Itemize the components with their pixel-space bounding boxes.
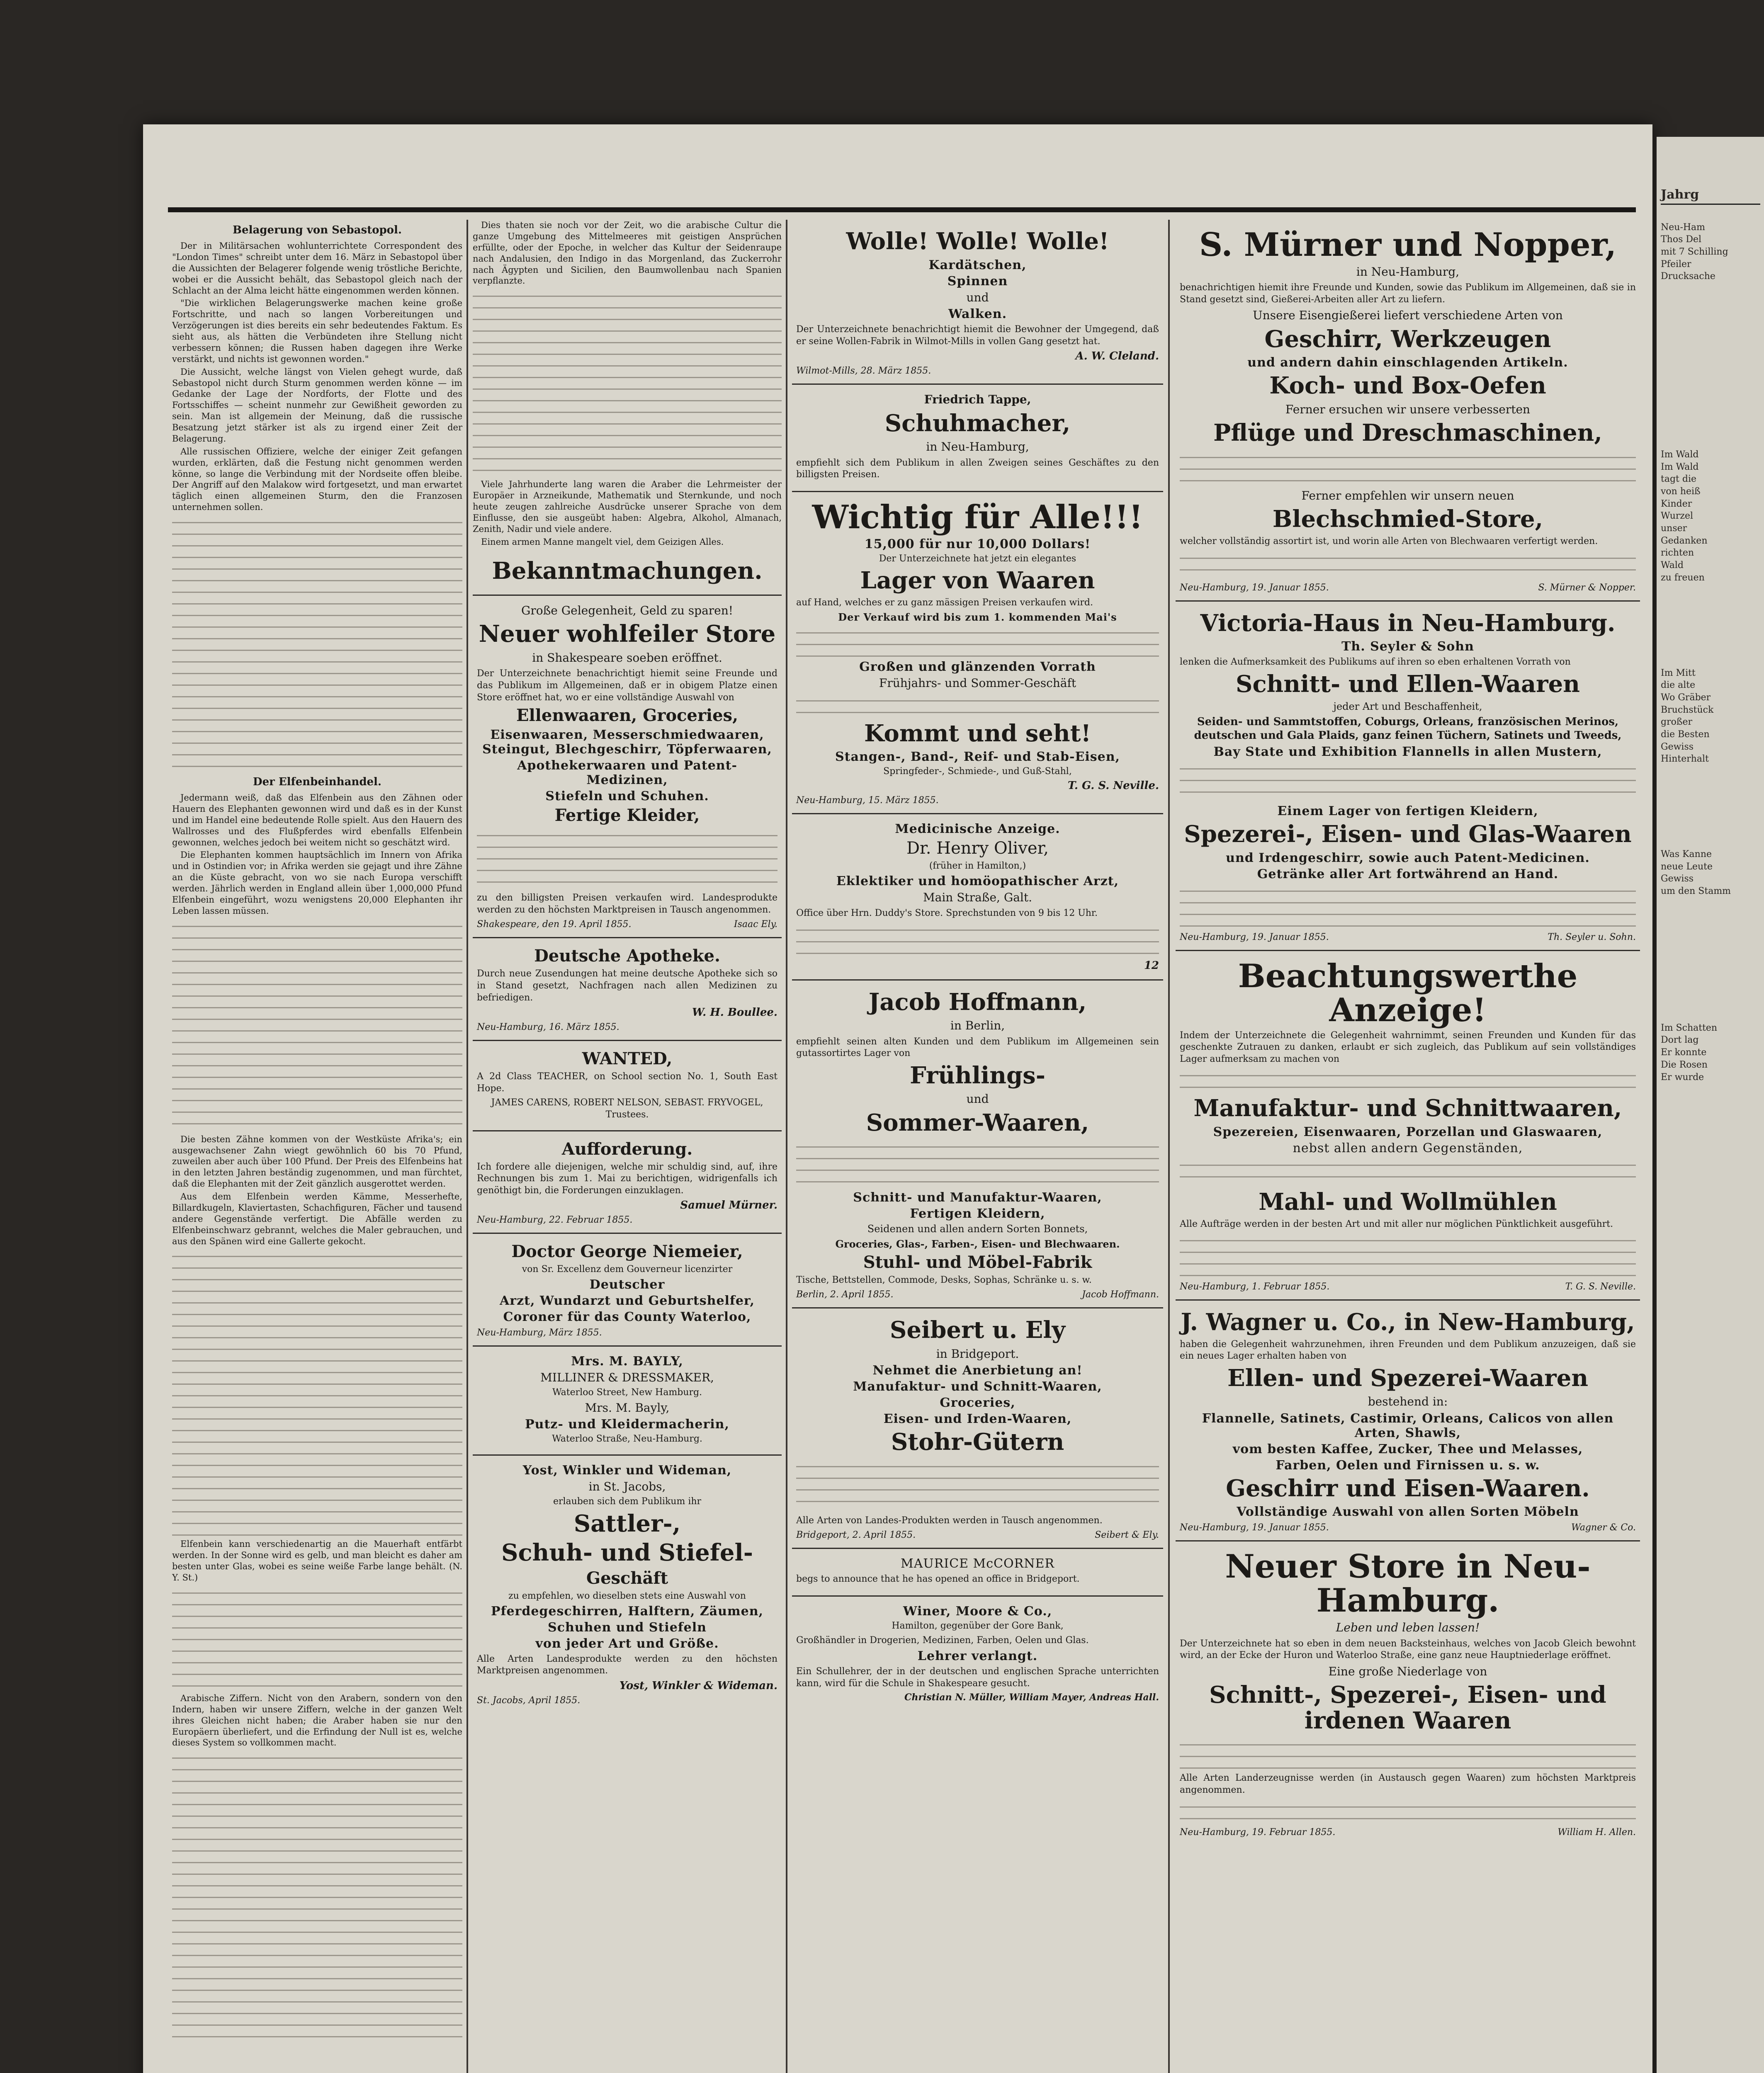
ad-goods: von jeder Art und Größe. (535, 1636, 719, 1651)
ad-title: Aufforderung. (561, 1139, 693, 1159)
strip-line: neue Leute (1661, 861, 1713, 872)
ad-line: Großen und glänzenden Vorrath (859, 660, 1096, 675)
ad-goods: Springfeder-, Schmiede-, und Guß-Stahl, (883, 766, 1072, 777)
text-block-lines (796, 1459, 1159, 1512)
ad-body: Indem der Unterzeichnete die Gelegenheit wahrnimmt, seinen Freunden und Kunden für das geschenkte Zutrauen zu danken, erlaubt er sich zugleich, das Publikum auf sein vollständiges Lager aufmerksam zu machen von (1180, 1030, 1636, 1064)
ad-yost-winkler (473, 1456, 782, 1713)
article-paragraph: Viele Jahrhunderte lang waren die Araber die Lehrmeister der Europäer in Arzneikunde, Mathematik und Sternkunde, und noch heute zeugen zahlreiche Ausdrücke unserer Sprache von dem Einflusse, den sie ausgeübt haben: Algebra, Alkohol, Almanach, Zenith, Nadir und viele andere. (473, 479, 782, 534)
ad-big-line: Sattler-, (573, 1510, 681, 1537)
ad-place: in Neu-Hamburg, (926, 440, 1029, 454)
article-continued (473, 220, 782, 548)
ad-mccorner (792, 1549, 1163, 1597)
ad-dateline (1180, 932, 1636, 942)
section-header-box (473, 549, 782, 596)
ad-big-line: Geschäft (586, 1568, 668, 1588)
text-block-lines (172, 1585, 462, 1693)
adjacent-page-text (1661, 137, 1760, 1083)
ad-body: Großhändler in Drogerien, Medizinen, Farben, Oelen und Glas. (796, 1635, 1089, 1646)
ad-signer: W. H. Boullee. (692, 1006, 778, 1019)
ad-dateline (1180, 1282, 1636, 1292)
ad-goods: Ellenwaaren, Groceries, (516, 706, 739, 726)
ad-date: Neu-Hamburg, 19. Februar 1855. (1180, 1827, 1336, 1838)
ad-subtitle: Große Gelegenheit, Geld zu sparen! (521, 604, 733, 618)
ad-subtitle: in Shakespeare soeben eröffnet. (532, 651, 722, 665)
ad-big-line: Pflüge und Dreschmaschinen, (1213, 419, 1602, 447)
ad-line: und andern dahin einschlagenden Artikeln. (1247, 355, 1568, 370)
ad-line: Fertigen Kleidern, (910, 1206, 1045, 1221)
ad-line: und Irdengeschirr, sowie auch Patent-Medicinen. (1226, 850, 1590, 865)
text-block-lines (796, 625, 1159, 658)
ad-big-line: Schnitt- und Ellen-Waaren (1236, 670, 1580, 698)
ad-body: empfiehlt seinen alten Kunden und dem Publikum im Allgemeinen sein gutassortirtes Lager von (796, 1036, 1159, 1059)
ad-title: Winer, Moore & Co., (903, 1604, 1052, 1619)
ad-dateline (796, 1289, 1159, 1300)
strip-line: Gewiss (1661, 741, 1694, 752)
ad-line: und (966, 290, 989, 304)
ad-body: Durch neue Zusendungen hat meine deutsche Apotheke sich so in Stand gesetzt, Nachfragen nach allen Medizinen zu befriedigen. (477, 969, 778, 1003)
ad-line: Schnitt- und Manufaktur-Waaren, (853, 1190, 1102, 1205)
ad-goods: Stiefeln und Schuhen. (545, 789, 709, 804)
ad-big-line: Ellen- und Spezerei-Waaren (1227, 1364, 1589, 1392)
ad-goods: Manufaktur- und Schnitt-Waaren, (853, 1379, 1102, 1394)
text-block-lines (796, 693, 1159, 718)
strip-line: Dort lag (1661, 1035, 1699, 1046)
text-block-lines (1180, 1157, 1636, 1186)
ad-goods: Spezereien, Eisenwaaren, Porzellan und Glaswaaren, (1213, 1124, 1603, 1139)
ad-address: Waterloo Street, New Hamburg. (552, 1387, 702, 1398)
ad-date: Shakespeare, den 19. April 1855. (477, 919, 632, 930)
ad-tappe-schuhmacher (792, 385, 1163, 492)
article-paragraph: Die besten Zähne kommen von der Westküste Afrika's; ein ausgewachsener Zahn wiegt gewöhnlich 60 bis 70 Pfund, zuweilen aber auch über 100 Pfund. Der Preis des Elfenbeins hat in den letzten Jahren beständig zugenommen, und man fürchtet, daß die Elephanten mit der Zeit gänzlich ausgerottet werden. (172, 1134, 462, 1189)
ad-body: Alle Arten Landesprodukte werden zu den höchsten Marktpreisen angenommen. (477, 1653, 778, 1676)
ad-date: Wilmot-Mills, 28. März 1855. (796, 366, 931, 376)
ad-date: Neu-Hamburg, 19. Januar 1855. (1180, 582, 1329, 593)
ad-goods: Bay State und Exhibition Flannells in allen Mustern, (1213, 745, 1602, 760)
article-paragraph: Jedermann weiß, daß das Elfenbein aus den Zähnen oder Hauern des Elephanten gewonnen wird und daß es in der Kunst und im Handel eine bedeutende Rolle spielt. Aus den Hauern des Wallrosses und des Flußpferdes wird ebenfalls Elfenbein gewonnen, welches jedoch bei weitem nicht so geschätzt wird. (172, 793, 462, 847)
ad-dateline (477, 1695, 778, 1706)
ad-line: und (966, 1092, 989, 1106)
ad-date: Neu-Hamburg, 16. März 1855. (477, 1022, 620, 1033)
ad-goods: Farben, Oelen und Firnissen u. s. w. (1276, 1458, 1540, 1473)
strip-line: Im Wald (1661, 449, 1699, 460)
ad-aufforderung (473, 1131, 782, 1234)
column-ads-right (1176, 220, 1640, 2073)
ad-big-line: Geschirr und Eisen-Waaren. (1226, 1474, 1590, 1502)
ad-body: Office über Hrn. Duddy's Store. Sprechstunden von 9 bis 12 Uhr. (796, 908, 1098, 918)
ad-big-line: Geschirr, Werkzeugen (1264, 325, 1551, 353)
ad-big-line: Sommer-Waaren, (866, 1109, 1089, 1136)
ad-big-line: Stuhl- und Möbel-Fabrik (863, 1252, 1092, 1272)
strip-line: Im Wald (1661, 461, 1699, 472)
ad-big-line: Stohr-Gütern (891, 1428, 1064, 1456)
strip-line: Die Rosen (1661, 1059, 1708, 1070)
ad-goods: Apothekerwaaren und Patent-Medizinen, (517, 758, 737, 788)
ad-goods: Pferdegeschirren, Halftern, Zäumen, (491, 1604, 764, 1619)
strip-line: mit 7 Schilling (1661, 246, 1728, 257)
ad-date: Neu-Hamburg, 22. Februar 1855. (477, 1215, 633, 1226)
ad-body: Alle Arten von Landes-Produkten werden in Tausch angenommen. (796, 1515, 1103, 1526)
ad-goods: Stangen-, Band-, Reif- und Stab-Eisen, (835, 750, 1120, 765)
ad-big-line: Blechschmied-Store, (1272, 505, 1543, 533)
ad-line: Frühjahrs- und Sommer-Geschäft (879, 676, 1076, 690)
ad-signer: A. W. Cleland. (1075, 350, 1159, 363)
ad-winer-moore (792, 1597, 1163, 1710)
ad-date: Bridgeport, 2. April 1855. (796, 1530, 916, 1541)
ad-goods: Groceries, Glas-, Farben-, Eisen- und Blechwaaren. (835, 1238, 1120, 1250)
ad-number: 12 (1144, 959, 1159, 972)
strip-line: unser (1661, 523, 1687, 534)
ad-names (477, 1097, 778, 1121)
strip-line: Kinder (1661, 498, 1692, 509)
strip-line: Er konnte (1661, 1047, 1707, 1058)
strip-line: Wurzel (1661, 511, 1694, 522)
ad-seibert-ely (792, 1308, 1163, 1549)
ad-neuer-store-neu-hamburg (1176, 1541, 1640, 1845)
strip-line: Wo Gräber (1661, 692, 1711, 703)
ad-body: zu den billigsten Preisen verkaufen wird. Landesprodukte werden zu den höchsten Marktpreisen in Tausch angenommen. (477, 893, 778, 915)
strip-line: Er wurde (1661, 1072, 1704, 1083)
strip-line: Bruchstück (1661, 704, 1714, 715)
ad-goods: Einem Lager von fertigen Kleidern, (1277, 804, 1538, 819)
ad-big-line: Lager von Waaren (860, 567, 1095, 595)
ad-goods: Schuhen und Stiefeln (548, 1620, 707, 1635)
strip-line: um den Stamm (1661, 886, 1731, 897)
ad-wichtig-fuer-alle (792, 492, 1163, 814)
section-header: Bekanntmachungen. (492, 557, 763, 585)
ad-date: Neu-Hamburg, 1. Februar 1855. (1180, 1282, 1330, 1292)
ad-title: Neuer Store in Neu-Hamburg. (1225, 1548, 1591, 1620)
ad-big-line: Mahl- und Wollmühlen (1259, 1188, 1557, 1216)
ad-signer: William H. Allen. (1557, 1827, 1636, 1838)
ad-name: Friedrich Tappe, (924, 393, 1031, 407)
footnote: Einem armen Manne mangelt viel, dem Geizigen Alles. (481, 536, 724, 547)
strip-line: die Besten (1661, 729, 1710, 740)
ad-line: Spinnen (947, 274, 1008, 289)
text-block-lines (1180, 449, 1636, 487)
ad-line: Ferner ersuchen wir unsere verbesserten (1285, 403, 1531, 417)
adjacent-page-header: Jahrg (1661, 187, 1760, 205)
strip-line: Im Schatten (1661, 1022, 1718, 1033)
ad-body: empfiehlt sich dem Publikum in allen Zweigen seines Geschäftes zu den billigsten Preisen. (796, 457, 1159, 480)
ad-role: Trustees. (605, 1109, 649, 1120)
ad-goods: Eisenwaaren, Messerschmiedwaaren, Steingut, Blechgeschirr, Töpferwaaren, (482, 728, 772, 757)
ad-wolle (792, 220, 1163, 385)
ad-dr-oliver (792, 814, 1163, 981)
top-rule (168, 207, 1636, 212)
ad-dateline (796, 795, 1159, 806)
column-divider (467, 220, 468, 2073)
ad-goods: Flannelle, Satinets, Castimir, Orleans, Calicos von allen Arten, Shawls, (1202, 1411, 1614, 1440)
ad-body: Der Unterzeichnete benachrichtigt hiemit seine Freunde und das Publikum im Allgemeinen, daß er in obigem Platze einen Store eröffnet hat, wo er eine vollständige Auswahl von (477, 668, 778, 703)
ad-neuer-store-shakespeare (473, 596, 782, 938)
ad-wagner (1176, 1301, 1640, 1541)
ad-line: Eklektiker und homöopathischer Arzt, (836, 874, 1119, 888)
ad-body: erlauben sich dem Publikum ihr (553, 1496, 702, 1507)
strip-line: von heiß (1661, 486, 1701, 497)
article-paragraph: "Die wirklichen Belagerungswerke machen keine große Fortschritte, und nach so langen Vorbereitungen und Verzögerungen ist dies bereits ein sehr bedeutendes Faktum. Es sieht aus, als hätten die Verbündeten ihre Stellung nicht verbessern können; die Russen haben dagegen ihre Werke verstärkt, und nichts ist gewonnen worden." (172, 298, 462, 364)
ad-subtitle: Nehmet die Anerbietung an! (872, 1363, 1083, 1378)
ad-signer: Christian N. Müller, William Mayer, Andreas Hall. (904, 1692, 1159, 1703)
strip-line: tagt die (1661, 474, 1697, 485)
ad-line: Putz- und Kleidermacherin, (525, 1417, 729, 1432)
ad-line: Coroner für das County Waterloo, (503, 1309, 751, 1324)
ad-title: S. Mürner und Nopper, (1199, 226, 1617, 264)
ad-big-line: Frühlings- (910, 1061, 1045, 1089)
ad-wanted-teacher (473, 1041, 782, 1131)
text-block-lines (172, 918, 462, 1134)
ad-subtitle: (früher in Hamilton,) (929, 860, 1026, 871)
ad-big-line: Schnitt-, Spezerei-, Eisen- und irdenen Waaren (1209, 1681, 1606, 1734)
ad-title: Yost, Winkler und Wideman, (522, 1463, 732, 1478)
ad-deutsche-apotheke (473, 938, 782, 1041)
ad-title: Wichtig für Alle!!! (812, 498, 1143, 536)
ad-line: Kardätschen, (928, 257, 1027, 272)
ad-goods: vom besten Kaffee, Zucker, Thee und Melasses, (1232, 1442, 1583, 1456)
ad-date: Neu-Hamburg, 19. Januar 1855. (1180, 932, 1329, 942)
strip-line: richten (1661, 548, 1694, 558)
ad-title: Victoria-Haus in Neu-Hamburg. (1200, 609, 1616, 637)
ad-trustees: JAMES CARENS, ROBERT NELSON, SEBAST. FRYVOGEL, (491, 1097, 763, 1108)
ad-dateline (1180, 583, 1636, 593)
ad-body: Alle Aufträge werden in der besten Art und mit aller nur möglichen Pünktlichkeit ausgeführt. (1180, 1219, 1613, 1229)
ad-signer: Wagner & Co. (1571, 1522, 1636, 1533)
ad-line: Der Unterzeichnete hat jetzt ein elegantes (879, 553, 1076, 564)
ad-place: in Bridgeport. (936, 1347, 1019, 1361)
text-block-lines (477, 828, 778, 890)
ad-title: Seibert u. Ely (889, 1316, 1066, 1344)
ad-line: Unsere Eisengießerei liefert verschiedene Arten von (1253, 308, 1563, 323)
ad-signer: Th. Seyler u. Sohn. (1548, 932, 1636, 942)
ad-title: MAURICE McCORNER (901, 1556, 1055, 1571)
ad-line: Vollständige Auswahl von allen Sorten Möbeln (1237, 1505, 1579, 1520)
ad-muerner-nopper (1176, 220, 1640, 602)
text-block-lines (172, 1248, 462, 1539)
ad-dateline (1180, 1827, 1636, 1838)
ad-big-line: Schuh- und Stiefel- (501, 1539, 753, 1566)
ad-date: St. Jacobs, April 1855. (477, 1695, 581, 1706)
ad-address: Waterloo Straße, Neu-Hamburg. (552, 1434, 702, 1444)
text-block-lines (1180, 761, 1636, 802)
ad-line: Mrs. M. Bayly, (585, 1401, 670, 1415)
ad-title: Wolle! Wolle! Wolle! (846, 228, 1109, 255)
ad-body: lenken die Aufmerksamkeit des Publikums auf ihren so eben erhaltenen Vorrath von (1180, 657, 1571, 668)
ad-date: Neu-Hamburg, 19. Januar 1855. (1180, 1522, 1329, 1533)
ad-place: in St. Jacobs, (588, 1479, 666, 1493)
ad-signer: T. G. S. Neville. (1067, 779, 1159, 792)
ad-dateline (796, 1530, 1159, 1540)
ad-dateline (477, 1215, 778, 1225)
ad-body: Ich fordere alle diejenigen, welche mir schuldig sind, auf, ihre Rechnungen bis zum 1. Mai zu berichtigen, widrigenfalls ich genöthigt bin, die Forderungen einzuklagen. (477, 1161, 778, 1196)
ad-big-line: Spezerei-, Eisen- und Glas-Waaren (1184, 820, 1632, 848)
ad-big-line: Kommt und seht! (864, 719, 1091, 747)
text-block-lines (1180, 1068, 1636, 1092)
article-title-elfenbein: Der Elfenbeinhandel. (253, 776, 381, 788)
ad-body: welcher vollständig assortirt ist, und worin alle Arten von Blechwaaren verfertigt werden. (1180, 536, 1598, 547)
text-block-lines (1180, 883, 1636, 929)
article-paragraph: Alle russischen Offiziere, welche der einiger Zeit gefangen wurden, erklärten, daß die Festung nicht genommen werden könne, so lange die Verbindung mit der Nordseite offen bleibe. Der Angriff auf den Malakow wird fortgesetzt, und man erwartet täglich einen allgemeinen Sturm, den die Franzosen unternehmen sollen. (172, 446, 462, 512)
article-paragraph: Der in Militärsachen wohlunterrichtete Correspondent des "London Times" schreibt unter dem 16. März in Sebastopol über die Aussichten der Belagerer folgende wenig tröstliche Berichte, wobei er die Aussicht behält, das Sebastopol gleich nach der Schlacht an der Alma leicht hätte eingenommen werden können. (172, 241, 462, 296)
ad-title: WANTED, (582, 1049, 673, 1069)
ad-body: Der Unterzeichnete benachrichtigt hiemit die Bewohner der Umgegend, daß er seine Wollen-Fabrik in Wilmot-Mills in vollen Gang gesetzt hat. (796, 324, 1159, 347)
ad-place: Main Straße, Galt. (923, 890, 1032, 904)
ad-line: zu empfehlen, wo dieselben stets eine Auswahl von (508, 1591, 746, 1602)
ad-line: Getränke aller Art fortwährend an Hand. (1257, 867, 1559, 881)
ad-goods: Fertige Kleider, (554, 806, 700, 825)
ad-line: Ferner empfehlen wir unsern neuen (1301, 489, 1514, 503)
ad-body: Tische, Bettstellen, Commode, Desks, Sophas, Schränke u. s. w. (796, 1274, 1092, 1285)
ad-dateline (477, 919, 778, 930)
ad-date: Neu-Hamburg, 15. März 1855. (796, 795, 939, 806)
ad-subtitle: MILLINER & DRESSMAKER, (540, 1370, 714, 1384)
text-block-lines (1180, 1233, 1636, 1278)
article-paragraph: Die Elephanten kommen hauptsächlich im Innern von Afrika und in Ostindien vor; in Afrika werden sie gejagt und ihre Zähne an die Küste gebracht, von wo sie nach Europa verschifft werden. Jährlich werden in England allein über 1,000,000 Pfund Elfenbein eingeführt, wozu wenigstens 20,000 Elephanten ihr Leben lassen müssen. (172, 850, 462, 916)
text-block-lines (796, 1139, 1159, 1189)
article-paragraph: Dies thaten sie noch vor der Zeit, wo die arabische Cultur die ganze Umgebung des Mittelmeeres mit geistigen Ansprüchen erfüllte, oder der Epoche, in welcher das Kultur der Seidenraupe nach Andalusien, den Indigo in das Morgenland, das Zuckerrohr nach Ägypten und Sicilien, den Baumwollenbau nach Spanien verpflanzte. (473, 220, 782, 286)
ad-subtitle: 15,000 für nur 10,000 Dollars! (864, 536, 1091, 551)
ad-line: Seidenen und allen andern Sorten Bonnets, (867, 1223, 1088, 1235)
ad-place: in Berlin, (950, 1019, 1005, 1033)
ad-line: Eine große Niederlage von (1328, 1664, 1487, 1678)
column-news (172, 220, 462, 2073)
ad-big-line: Manufaktur- und Schnittwaaren, (1193, 1095, 1622, 1122)
strip-line: die alte (1661, 680, 1696, 691)
ad-goods: Groceries, (940, 1396, 1016, 1410)
strip-line: Im Mitt (1661, 668, 1696, 678)
strip-line: großer (1661, 717, 1693, 728)
ad-body: Der Unterzeichnete hat so eben in dem neuen Backsteinhaus, welches von Jacob Gleich bewohnt wird, an der Ecke der Huron und Waterloo Straße, eine ganz neue Hauptniederlage eröffnet. (1180, 1638, 1636, 1661)
newspaper-page (143, 124, 1652, 2073)
article-paragraph: Arabische Ziffern. Nicht von den Arabern, sondern von den Indern, haben wir unsere Ziffern, welche in der ganzen Welt ihres Gleichen nicht haben; die Araber haben sie nur den Europäern überliefert, und die Erfindung der Null ist es, welche dieses System so vollkommen macht. (172, 1693, 462, 1748)
strip-line: Pfeiler (1661, 259, 1691, 269)
ad-line: Der Verkauf wird bis zum 1. kommenden Mai's (838, 611, 1117, 624)
text-block-lines (1180, 550, 1636, 579)
ad-subtitle: Hamilton, gegenüber der Gore Bank, (892, 1621, 1064, 1631)
text-block-lines (172, 515, 462, 772)
strip-line: Wald (1661, 560, 1684, 571)
ad-signer: Yost, Winkler & Wideman. (619, 1679, 778, 1692)
ad-dateline (477, 1022, 778, 1032)
ad-title: J. Wagner u. Co., in New-Hamburg, (1181, 1308, 1635, 1336)
ad-title: Doctor George Niemeier, (511, 1242, 743, 1262)
ad-header: Medicinische Anzeige. (895, 821, 1060, 836)
strip-line: Thos Del (1661, 234, 1702, 245)
ad-signer: S. Mürner & Nopper. (1538, 582, 1636, 593)
ad-body: auf Hand, welches er zu ganz mässigen Preisen verkaufen wird. (796, 597, 1093, 608)
ad-body: benachrichtigen hiemit ihre Freunde und Kunden, sowie das Publikum im Allgemeinen, daß sie in Stand gesetzt sind, Gießerei-Arbeiten aller Art zu liefern. (1180, 282, 1636, 305)
ad-line: Deutscher (589, 1277, 665, 1292)
text-block-lines (796, 922, 1159, 959)
ad-jacob-hoffmann (792, 981, 1163, 1309)
ad-signer: T. G. S. Neville. (1565, 1282, 1636, 1292)
ad-bayly (473, 1347, 782, 1456)
column-ads-middle (792, 220, 1163, 2073)
ad-title: Dr. Henry Oliver, (906, 838, 1049, 858)
ad-date: Berlin, 2. April 1855. (796, 1289, 894, 1300)
ad-victoria-haus (1176, 602, 1640, 951)
ad-goods: Seiden- und Sammtstoffen, Coburgs, Orleans, französischen Merinos, deutschen und Gala Plaids, ganz feinen Tüchern, Satinets und Tweeds, (1194, 715, 1622, 742)
text-block-lines (1180, 1799, 1636, 1824)
ad-line: Arzt, Wundarzt und Geburtshelfer, (500, 1293, 755, 1308)
ad-dateline (1180, 1522, 1636, 1533)
strip-line: Was Kanne (1661, 849, 1712, 859)
article-paragraph: Aus dem Elfenbein werden Kämme, Messerhefte, Billardkugeln, Klaviertasten, Schachfiguren, Fächer und tausend andere Gegenstände verfertigt. Die Abfälle werden zu Elfenbeinschwarz gebrannt, welches die Maler gebrauchen, und aus den Spänen wird eine Gallerte gekocht. (172, 1192, 462, 1246)
ad-title: Jacob Hoffmann, (868, 988, 1087, 1016)
text-block-lines (1180, 1737, 1636, 1770)
strip-line: Drucksache (1661, 271, 1715, 282)
column-announcements (473, 220, 782, 2073)
ad-body: Ein Schullehrer, der in der deutschen und englischen Sprache unterrichten kann, wird für die Schule in Shakespeare gesucht. (796, 1666, 1159, 1689)
ad-body: Alle Arten Landerzeugnisse werden (in Austausch gegen Waaren) zum höchsten Marktpreis angenommen. (1180, 1773, 1636, 1795)
ad-dr-niemeier (473, 1234, 782, 1347)
strip-line: Gedanken (1661, 535, 1708, 546)
ad-line: nebst allen andern Gegenständen, (1293, 1141, 1523, 1155)
article-paragraph: Elfenbein kann verschiedenartig an die Mauerhaft entfärbt werden. In der Sonne wird es gelb, und man bleicht es daher am besten unter Glas, wobei es seine weiße Farbe lange behält. (N. Y. St.) (172, 1539, 462, 1583)
ad-signer: Jacob Hoffmann. (1082, 1289, 1159, 1300)
article-title-sebastopol: Belagerung von Sebastopol. (233, 224, 402, 236)
ad-line: bestehend in: (1368, 1395, 1448, 1409)
strip-line: Neu-Ham (1661, 222, 1706, 233)
strip-line: Hinterhalt (1661, 754, 1709, 765)
strip-line: Gewiss (1661, 874, 1694, 884)
ad-body: haben die Gelegenheit wahrzunehmen, ihren Freunden und dem Publikum anzuzeigen, daß sie ein neues Lager erhalten haben von (1180, 1339, 1636, 1362)
ad-body: A 2d Class TEACHER, on School section No. 1, South East Hope. (477, 1071, 778, 1094)
ad-date: Neu-Hamburg, März 1855. (477, 1327, 602, 1338)
ad-title: Beachtungswerthe Anzeige! (1238, 957, 1578, 1029)
ad-line: Walken. (948, 306, 1007, 321)
ad-place: in Neu-Hamburg, (1356, 265, 1460, 279)
article-paragraph: Die Aussicht, welche längst von Vielen gehegt wurde, daß Sebastopol nicht durch Sturm genommen werden könne — im Gedanke der Lage der Nordforts, der Flotte und des Fortsschiffes — scheint nunmehr zur Gewißheit geworden zu sein. Man ist allgemein der Meinung, daß die russische Besatzung jetzt stärker ist als zu irgend einer Zeit der Belagerung. (172, 367, 462, 444)
text-block-lines (473, 288, 782, 479)
ad-dateline (796, 366, 1159, 376)
ad-dateline (477, 1328, 778, 1338)
ad-big-line: Koch- und Box-Oefen (1269, 372, 1546, 400)
ad-line: jeder Art und Beschaffenheit, (1333, 701, 1482, 713)
ad-firm: Th. Seyler & Sohn (1341, 639, 1474, 654)
ad-signer: Seibert & Ely. (1095, 1530, 1159, 1541)
ad-title: Neuer wohlfeiler Store (479, 620, 776, 648)
ad-title: Mrs. M. BAYLY, (571, 1354, 683, 1369)
ad-goods: Eisen- und Irden-Waaren, (883, 1412, 1072, 1427)
ad-title: Deutsche Apotheke. (534, 946, 720, 966)
ad-beachtungswerthe (1176, 951, 1640, 1301)
ad-subtitle: Leben und leben lassen! (1336, 1621, 1480, 1635)
ad-signer: Samuel Mürner. (680, 1199, 778, 1212)
ad-subtitle: von Sr. Excellenz dem Gouverneur licenzirter (522, 1264, 733, 1275)
ad-signer: Isaac Ely. (734, 919, 778, 930)
column-divider (1168, 220, 1170, 2073)
column-divider (786, 220, 787, 2073)
ad-header: Lehrer verlangt. (917, 1649, 1038, 1664)
adjacent-page-strip (1657, 137, 1764, 2073)
text-block-lines (172, 1750, 462, 2040)
ad-body: begs to announce that he has opened an office in Bridgeport. (796, 1574, 1080, 1585)
ad-title: Schuhmacher, (884, 409, 1071, 437)
strip-line: zu freuen (1661, 572, 1705, 583)
